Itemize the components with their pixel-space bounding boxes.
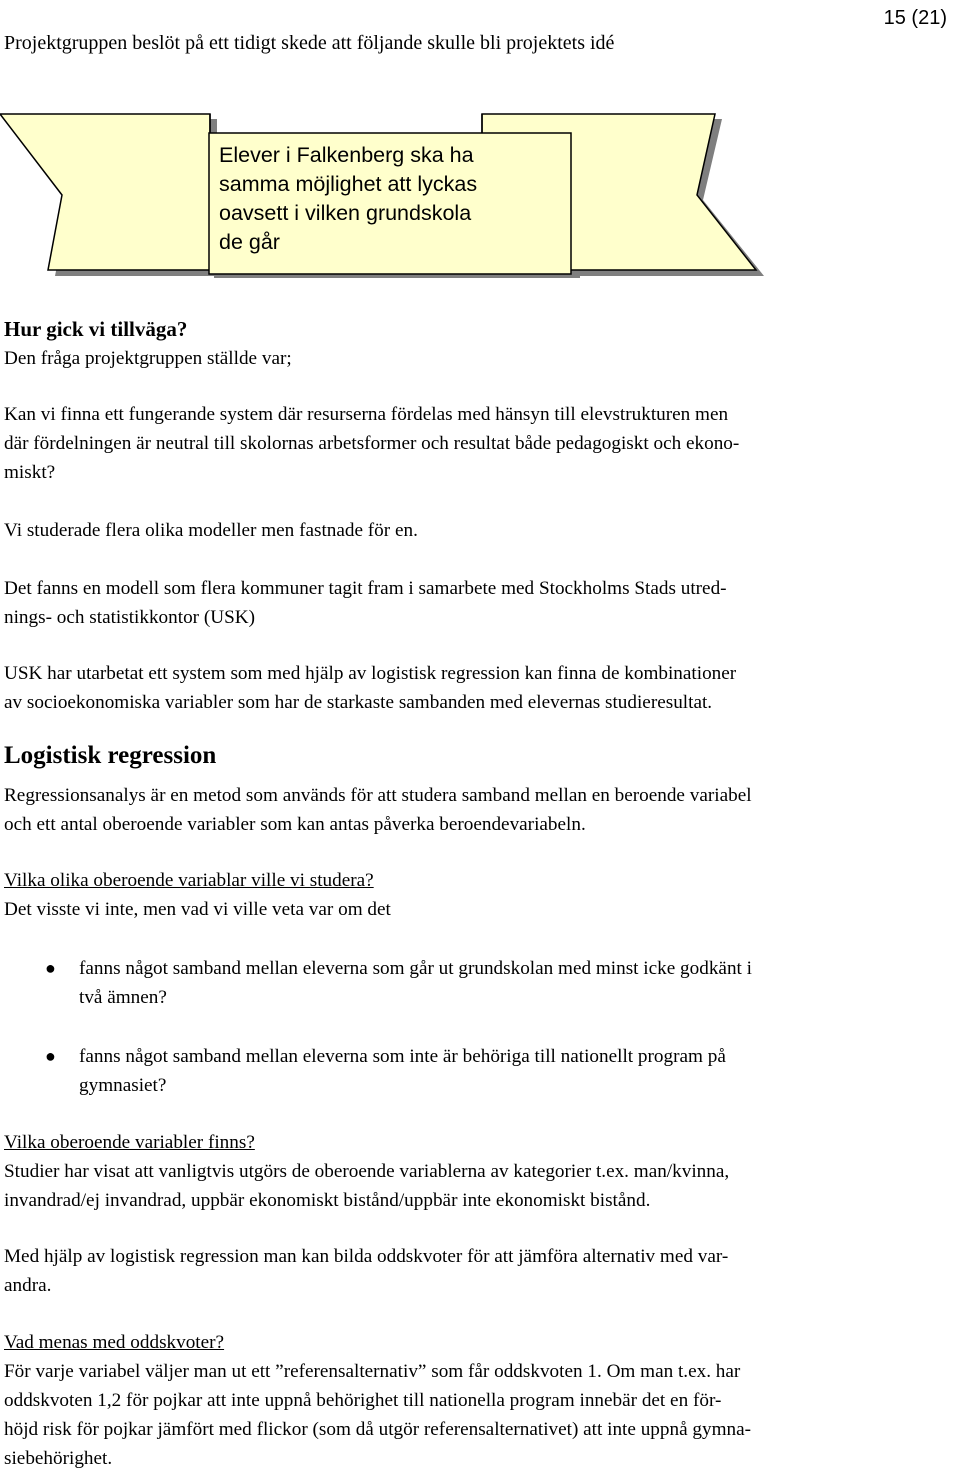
intro-text: Den fråga projektgruppen ställde var; [4, 348, 292, 369]
text-line: Regressionsanalys är en metod som används för att studera samband mellan en beroende variabel [4, 785, 752, 806]
text-line: gymnasiet? [79, 1075, 167, 1096]
text-line: två ämnen? [79, 987, 167, 1008]
page-header-title: Projektgruppen beslöt på ett tidigt skede att följande skulle bli projektets idé [4, 32, 615, 54]
text-line: fanns något samband mellan eleverna som inte är behöriga till nationellt program på [79, 1046, 726, 1067]
text-line: av socioekonomiska variabler som har de starkaste sambanden med elevernas studieresultat. [4, 692, 713, 713]
text-line: För varje variabel väljer man ut ett ”referensalternativ” som får oddskvoten 1. Om man t.ex. har [4, 1361, 741, 1382]
text-line: invandrad/ej invandrad, uppbär ekonomiskt bistånd/uppbär inte ekonomiskt bistånd. [4, 1190, 651, 1211]
text-line: Studier har visat att vanligtvis utgörs de oberoende variablerna av kategorier t.ex. man/kvinna, [4, 1161, 730, 1182]
bullet-icon: ● [45, 1046, 56, 1066]
definition-paragraph [4, 781, 949, 839]
text-line: oddskvoten 1,2 för pojkar att inte uppnå behörighet till nationella program innebär det en för- [4, 1390, 722, 1411]
page-number: 15 (21) [883, 7, 947, 29]
banner-text [219, 141, 559, 257]
question-variables-exist: Vilka oberoende variabler finns? [4, 1132, 255, 1153]
question-variables-studied: Vilka olika oberoende variablar ville vi studera? [4, 870, 374, 891]
odds-paragraph [4, 1242, 949, 1300]
usk-system-paragraph [4, 659, 949, 717]
banner-line: Elever i Falkenberg ska ha [219, 143, 474, 167]
text-line: höjd risk för pojkar jämfört med flickor (som då utgör referensalternativet) att inte uppnå gymna- [4, 1419, 752, 1440]
text-line: och ett antal oberoende variabler som kan antas påverka beroendevariabeln. [4, 814, 586, 835]
bullet-item [79, 1042, 949, 1100]
bullet-item [79, 954, 949, 1012]
text-line: andra. [4, 1275, 52, 1296]
question-paragraph [4, 400, 949, 487]
variables-answer [4, 1157, 949, 1215]
text-line: siebehörighet. [4, 1448, 113, 1469]
models-text: Vi studerade flera olika modeller men fastnade för en. [4, 520, 418, 541]
banner-line: de går [219, 230, 280, 254]
text-line: Med hjälp av logistisk regression man kan bilda oddskvoter för att jämföra alternativ med var- [4, 1246, 729, 1267]
text-line: fanns något samband mellan eleverna som går ut grundskolan med minst icke godkänt i [79, 958, 752, 979]
text-line: USK har utarbetat ett system som med hjälp av logistisk regression kan finna de kombinationer [4, 663, 737, 684]
text-line: Kan vi finna ett fungerande system där resurserna fördelas med hänsyn till elevstrukturen men [4, 404, 729, 425]
text-line: nings- och statistikkontor (USK) [4, 607, 256, 628]
question-answer: Det visste vi inte, men vad vi ville veta var om det [4, 899, 391, 920]
section-heading-logistic-regression: Logistisk regression [4, 742, 217, 769]
text-line: där fördelningen är neutral till skolornas arbetsformer och resultat både pedagogiskt och ekono- [4, 433, 740, 454]
question-odds: Vad menas med oddskvoter? [4, 1332, 225, 1353]
ribbon-left-tail-fill [0, 114, 210, 270]
text-line: Det fanns en modell som flera kommuner tagit fram i samarbete med Stockholms Stads utred- [4, 578, 727, 599]
section-heading-how: Hur gick vi tillväga? [4, 317, 188, 341]
bullet-icon: ● [45, 958, 56, 978]
usk-paragraph [4, 574, 949, 632]
banner-line: oavsett i vilken grundskola [219, 201, 472, 225]
text-line: miskt? [4, 462, 56, 483]
banner-line: samma möjlighet att lyckas [219, 172, 478, 196]
odds-answer [4, 1357, 949, 1473]
